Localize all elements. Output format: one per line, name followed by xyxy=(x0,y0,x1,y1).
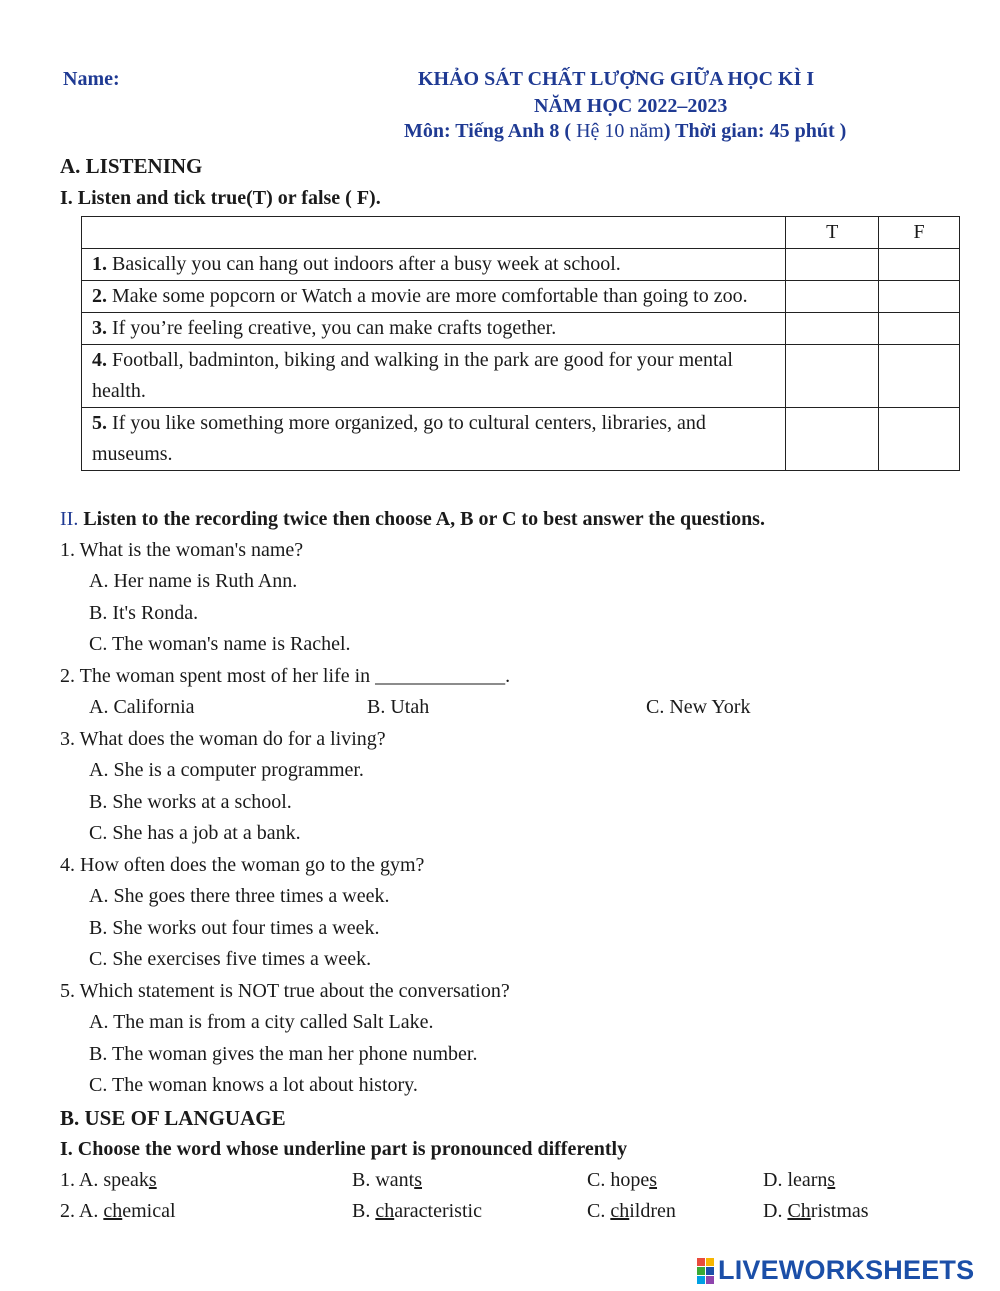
tick-true-cell[interactable] xyxy=(786,345,879,408)
pron-1b-underline: s xyxy=(414,1169,423,1191)
subject-system: Hệ 10 năm xyxy=(571,120,664,142)
logo-square-icon xyxy=(706,1267,714,1275)
pron-2d-underline: Ch xyxy=(787,1200,811,1222)
logo-square-icon xyxy=(706,1258,714,1266)
statement-number: 4. xyxy=(92,349,107,371)
table-row xyxy=(82,345,960,408)
question-5: 5. Which statement is NOT true about the conversation? xyxy=(60,980,510,1002)
part2-text: Listen to the recording twice then choose A, B or C to best answer the questions. xyxy=(78,508,765,530)
pron-2b[interactable] xyxy=(352,1200,482,1223)
part1-instruction: I. Listen and tick true(T) or false ( F). xyxy=(60,187,381,209)
question-2: 2. The woman spent most of her life in _____________. xyxy=(60,665,511,687)
tick-true-cell[interactable] xyxy=(786,281,879,313)
statement-number: 3. xyxy=(92,317,107,339)
option-2b[interactable]: B. Utah xyxy=(367,696,430,718)
question-4: 4. How often does the woman go to the gym? xyxy=(60,854,425,876)
pron-1a-pre: 1. A. speak xyxy=(60,1169,149,1191)
pron-1c-underline: s xyxy=(649,1169,658,1191)
statement-cell xyxy=(82,345,786,408)
pron-1d-underline: s xyxy=(827,1169,836,1191)
name-label: Name: xyxy=(63,68,120,90)
pron-2a-underline: ch xyxy=(103,1200,123,1222)
table-row xyxy=(82,249,960,281)
tick-true-cell[interactable] xyxy=(786,313,879,345)
tick-true-cell[interactable] xyxy=(786,408,879,471)
statement-number: 5. xyxy=(92,412,107,434)
option-3b[interactable]: B. She works at a school. xyxy=(89,791,292,813)
statement-cell xyxy=(82,249,786,281)
pron-2c-pre: C. xyxy=(587,1200,611,1222)
option-2a[interactable]: A. California xyxy=(89,696,195,718)
pron-1b[interactable] xyxy=(352,1169,422,1192)
tick-false-cell[interactable] xyxy=(879,408,960,471)
question-3: 3. What does the woman do for a living? xyxy=(60,728,386,750)
tick-true-cell[interactable] xyxy=(786,249,879,281)
option-4b[interactable]: B. She works out four times a week. xyxy=(89,917,380,939)
option-3a[interactable]: A. She is a computer programmer. xyxy=(89,759,364,781)
subject-label: Môn: Tiếng Anh 8 ( xyxy=(404,120,572,142)
statement-text: Football, badminton, biking and walking in the park are good for your mental health. xyxy=(92,349,733,402)
pron-2c-post: ildren xyxy=(629,1200,676,1222)
tick-false-cell[interactable] xyxy=(879,313,960,345)
statement-text: If you like something more organized, go to cultural centers, libraries, and museums. xyxy=(92,412,706,465)
tick-false-cell[interactable] xyxy=(879,345,960,408)
statement-number: 1. xyxy=(92,253,107,275)
pron-2c[interactable] xyxy=(587,1200,676,1223)
pron-2b-post: aracteristic xyxy=(394,1200,482,1222)
tick-false-cell[interactable] xyxy=(879,249,960,281)
pron-2d[interactable] xyxy=(763,1200,869,1223)
logo-square-icon xyxy=(697,1258,705,1266)
pron-1c[interactable] xyxy=(587,1169,657,1192)
pron-1c-pre: C. hope xyxy=(587,1169,650,1191)
subject-line xyxy=(404,120,846,143)
pron-2d-pre: D. xyxy=(763,1200,788,1222)
option-5a[interactable]: A. The man is from a city called Salt Lake. xyxy=(89,1011,434,1033)
liveworksheets-logo-icon xyxy=(697,1258,714,1284)
pron-1a[interactable] xyxy=(60,1169,157,1192)
pron-1a-underline: s xyxy=(148,1169,157,1191)
statement-number: 2. xyxy=(92,285,107,307)
pron-1b-pre: B. want xyxy=(352,1169,415,1191)
header-blank-cell xyxy=(82,217,786,249)
option-4a[interactable]: A. She goes there three times a week. xyxy=(89,885,390,907)
part2-instruction xyxy=(60,508,765,531)
school-year: NĂM HỌC 2022–2023 xyxy=(534,95,728,117)
question-1: 1. What is the woman's name? xyxy=(60,539,304,561)
liveworksheets-logo[interactable] xyxy=(697,1255,974,1286)
section-b-heading: B. USE OF LANGUAGE xyxy=(60,1106,286,1130)
pron-2b-pre: B. xyxy=(352,1200,376,1222)
pron-1d-pre: D. learn xyxy=(763,1169,828,1191)
pron-2a-pre: 2. A. xyxy=(60,1200,104,1222)
statement-text: If you’re feeling creative, you can make crafts together. xyxy=(107,317,557,339)
logo-square-icon xyxy=(697,1267,705,1275)
exam-title: KHẢO SÁT CHẤT LƯỢNG GIỮA HỌC KÌ I xyxy=(418,68,815,90)
logo-square-icon xyxy=(706,1276,714,1284)
statement-text: Basically you can hang out indoors after a busy week at school. xyxy=(107,253,621,275)
option-1c[interactable]: C. The woman's name is Rachel. xyxy=(89,633,351,655)
pron-2a[interactable] xyxy=(60,1200,176,1223)
statement-cell xyxy=(82,281,786,313)
option-1a[interactable]: A. Her name is Ruth Ann. xyxy=(89,570,298,592)
statement-text: Make some popcorn or Watch a movie are more comfortable than going to zoo. xyxy=(107,285,748,307)
option-5c[interactable]: C. The woman knows a lot about history. xyxy=(89,1074,418,1096)
table-header-row xyxy=(82,217,960,249)
pron-2b-underline: ch xyxy=(375,1200,395,1222)
true-false-table xyxy=(81,216,960,471)
table-row xyxy=(82,313,960,345)
pron-2d-post: ristmas xyxy=(810,1200,869,1222)
header-t: T xyxy=(786,217,879,249)
pron-2c-underline: ch xyxy=(610,1200,630,1222)
option-1b[interactable]: B. It's Ronda. xyxy=(89,602,199,624)
section-a-heading: A. LISTENING xyxy=(60,154,203,178)
tick-false-cell[interactable] xyxy=(879,281,960,313)
option-5b[interactable]: B. The woman gives the man her phone number. xyxy=(89,1043,478,1065)
option-3c[interactable]: C. She has a job at a bank. xyxy=(89,822,301,844)
pron-1d[interactable] xyxy=(763,1169,835,1192)
part2-number: II. xyxy=(60,508,79,530)
statement-cell xyxy=(82,408,786,471)
table-row xyxy=(82,281,960,313)
logo-square-icon xyxy=(697,1276,705,1284)
section-b-part1-instruction: I. Choose the word whose underline part is pronounced differently xyxy=(60,1138,628,1160)
table-row xyxy=(82,408,960,471)
liveworksheets-logo-text: LIVEWORKSHEETS xyxy=(718,1255,975,1285)
option-2c[interactable]: C. New York xyxy=(646,696,751,718)
pron-2a-post: emical xyxy=(122,1200,176,1222)
option-4c[interactable]: C. She exercises five times a week. xyxy=(89,948,372,970)
subject-time: ) Thời gian: 45 phút ) xyxy=(663,120,847,142)
statement-cell xyxy=(82,313,786,345)
header-f: F xyxy=(879,217,960,249)
